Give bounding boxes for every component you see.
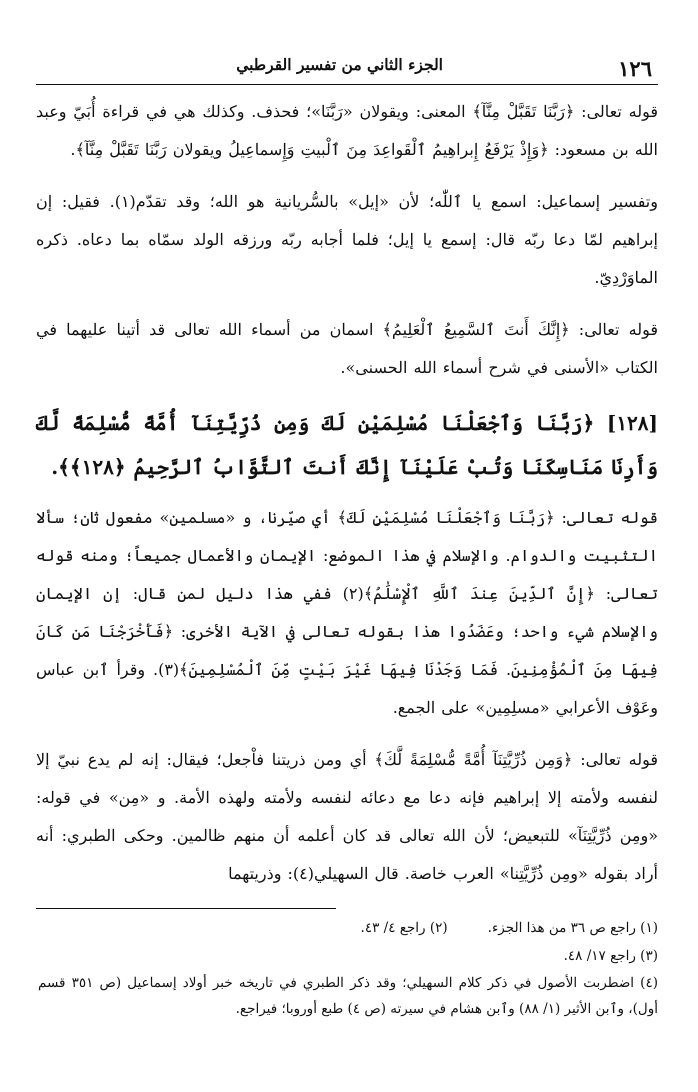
footnote-row <box>38 942 658 970</box>
footnote-divider <box>36 908 336 909</box>
footnote-row <box>38 914 658 942</box>
paragraph-5: قوله تعالى: ﴿وَمِن ذُرِّيَّتِنَآ أُمَّةً مُّسْلِمَةً لَّكَ﴾ أي ومن ذريتنا فاْجعل؛ فيقال: إنه لم يدع نبيّ إلا لنفسه ولأمته إلا إبراهيم فإنه دعا مع دعائه لنفسه ولأمته ولهذه الأمة. و «مِن» في قوله: «ومِن ذُرِّيَّتِنَآ» للتبعيض؛ لأن الله تعالى قد كان أعلمه أن منهم ظالمين. وحكى الطبري: أنه أراد بقوله «ومِن ذُرِّيَّتِنا» العرب خاصة. قال السهيلي(٤): وذريتهما <box>36 750 658 883</box>
verse-number: [١٢٨] <box>606 411 659 435</box>
verse-heading <box>36 401 658 489</box>
page-number: ١٢٦ <box>618 56 652 81</box>
paragraph-2: وتفسير إسماعيل: اسمع يا ٱللّٰه؛ لأن «إيل» بالسُّريانية هو الله؛ وقد تقدّم(١). فقيل: إن إبراهيم لمّا دعا ربّه قال: إسمع يا إيل؛ فلما أجابه ربّه ورزقه الولد سمّاه بما دعاه. ذكره الماوَرْدِيّ. <box>36 192 658 287</box>
verse-text: ﴿رَبَّنَا وَٱجْعَلْنَا مُسْلِمَيْنِ لَكَ وَمِن ذُرِّيَّتِنَآ أُمَّةً مُّسْلِمَةً لَّكَ وَأَرِنَا مَنَاسِكَنَا وَتُبْ عَلَيْنَآ إِنَّكَ أَنتَ ٱلتَّوَّابُ ٱلرَّحِيمُ ﴿١٢٨﴾﴾. <box>36 411 658 479</box>
page-header <box>36 46 658 85</box>
paragraph-4: قوله تعالى: ﴿رَبَّنَا وَٱجْعَلْنَا مُسْلِمَيْنِ لَكَ﴾ أي صيّرنا، و «مسلمين» مفعول ثان؛ سألا التثبيت والدوام. والإسلام في هذا الموضع: الإيمان والأعمال جميعاً؛ ومنه قوله تعالى: ﴿إِنَّ ٱلدِّينَ عِندَ ٱللَّهِ ٱلْإِسْلَٰمُ﴾(٢) ففي هذا دليل لمن قال: إن الإيمان والإسلام شيء واحد؛ وعَضَدُوا هذا بقوله تعالى في الآية الأخرى: ﴿فَأَخْرَجْنَا مَن كَانَ فِيهَا مِنَ ٱلْمُؤْمِنِينَ. فَمَا وَجَدْنَا فِيهَا غَيْرَ بَيْتٍ مِّنَ ٱلْمُسْلِمِينَ﴾(٣). وقرأ ٱبن عباس وعَوْف الأعرابي «مسلِمِين» على الجمع. <box>36 508 659 717</box>
body-text <box>36 93 658 893</box>
footnote-2: (٢) راجع ٤/ ٤٣. <box>360 920 448 936</box>
running-title: الجزء الثاني من تفسير القرطبي <box>236 55 443 74</box>
footnote-4: (٤) اضطربت الأصول في ذكر كلام السهيلي؛ وقد ذكر الطبري في تاريخه خبر أولاد إسماعيل (ص ٣٥١ قسم أول)، وٱبن الأثير (١/ ٨٨) وٱبن هشام في سيرته (ص ٤) طبع أوروبا؛ فيراجع. <box>38 975 658 1017</box>
page <box>36 46 658 907</box>
footnote-1: (١) راجع ص ٣٦ من هذا الجزء. <box>487 920 658 936</box>
paragraph-3: قوله تعالى: ﴿إِنَّكَ أَنتَ ٱلسَّمِيعُ ٱلْعَلِيمُ﴾ اسمان من أسماء الله تعالى قد أتينا عليهما في الكتاب «الأسنى في شرح أسماء الله الحسنى». <box>36 320 658 377</box>
footnotes <box>38 914 658 1022</box>
paragraph-1: قوله تعالى: ﴿رَبَّنَا تَقَبَّلْ مِنَّآ﴾ المعنى: ويقولان «رَبَّنَا»؛ فحذف. وكذلك هي في قراءة أُبَيّ وعبد الله بن مسعود: ﴿وَإِذْ يَرْفَعُ إِبراهِيمُ ٱلْقَواعِدَ مِنَ ٱلْبيتِ وَإِسماعِيلُ ويقولان رَبَّنَا تَقَبَّلْ مِنَّآ﴾. <box>36 102 659 159</box>
footnote-3: (٣) راجع ١٧/ ٤٨. <box>563 948 658 964</box>
